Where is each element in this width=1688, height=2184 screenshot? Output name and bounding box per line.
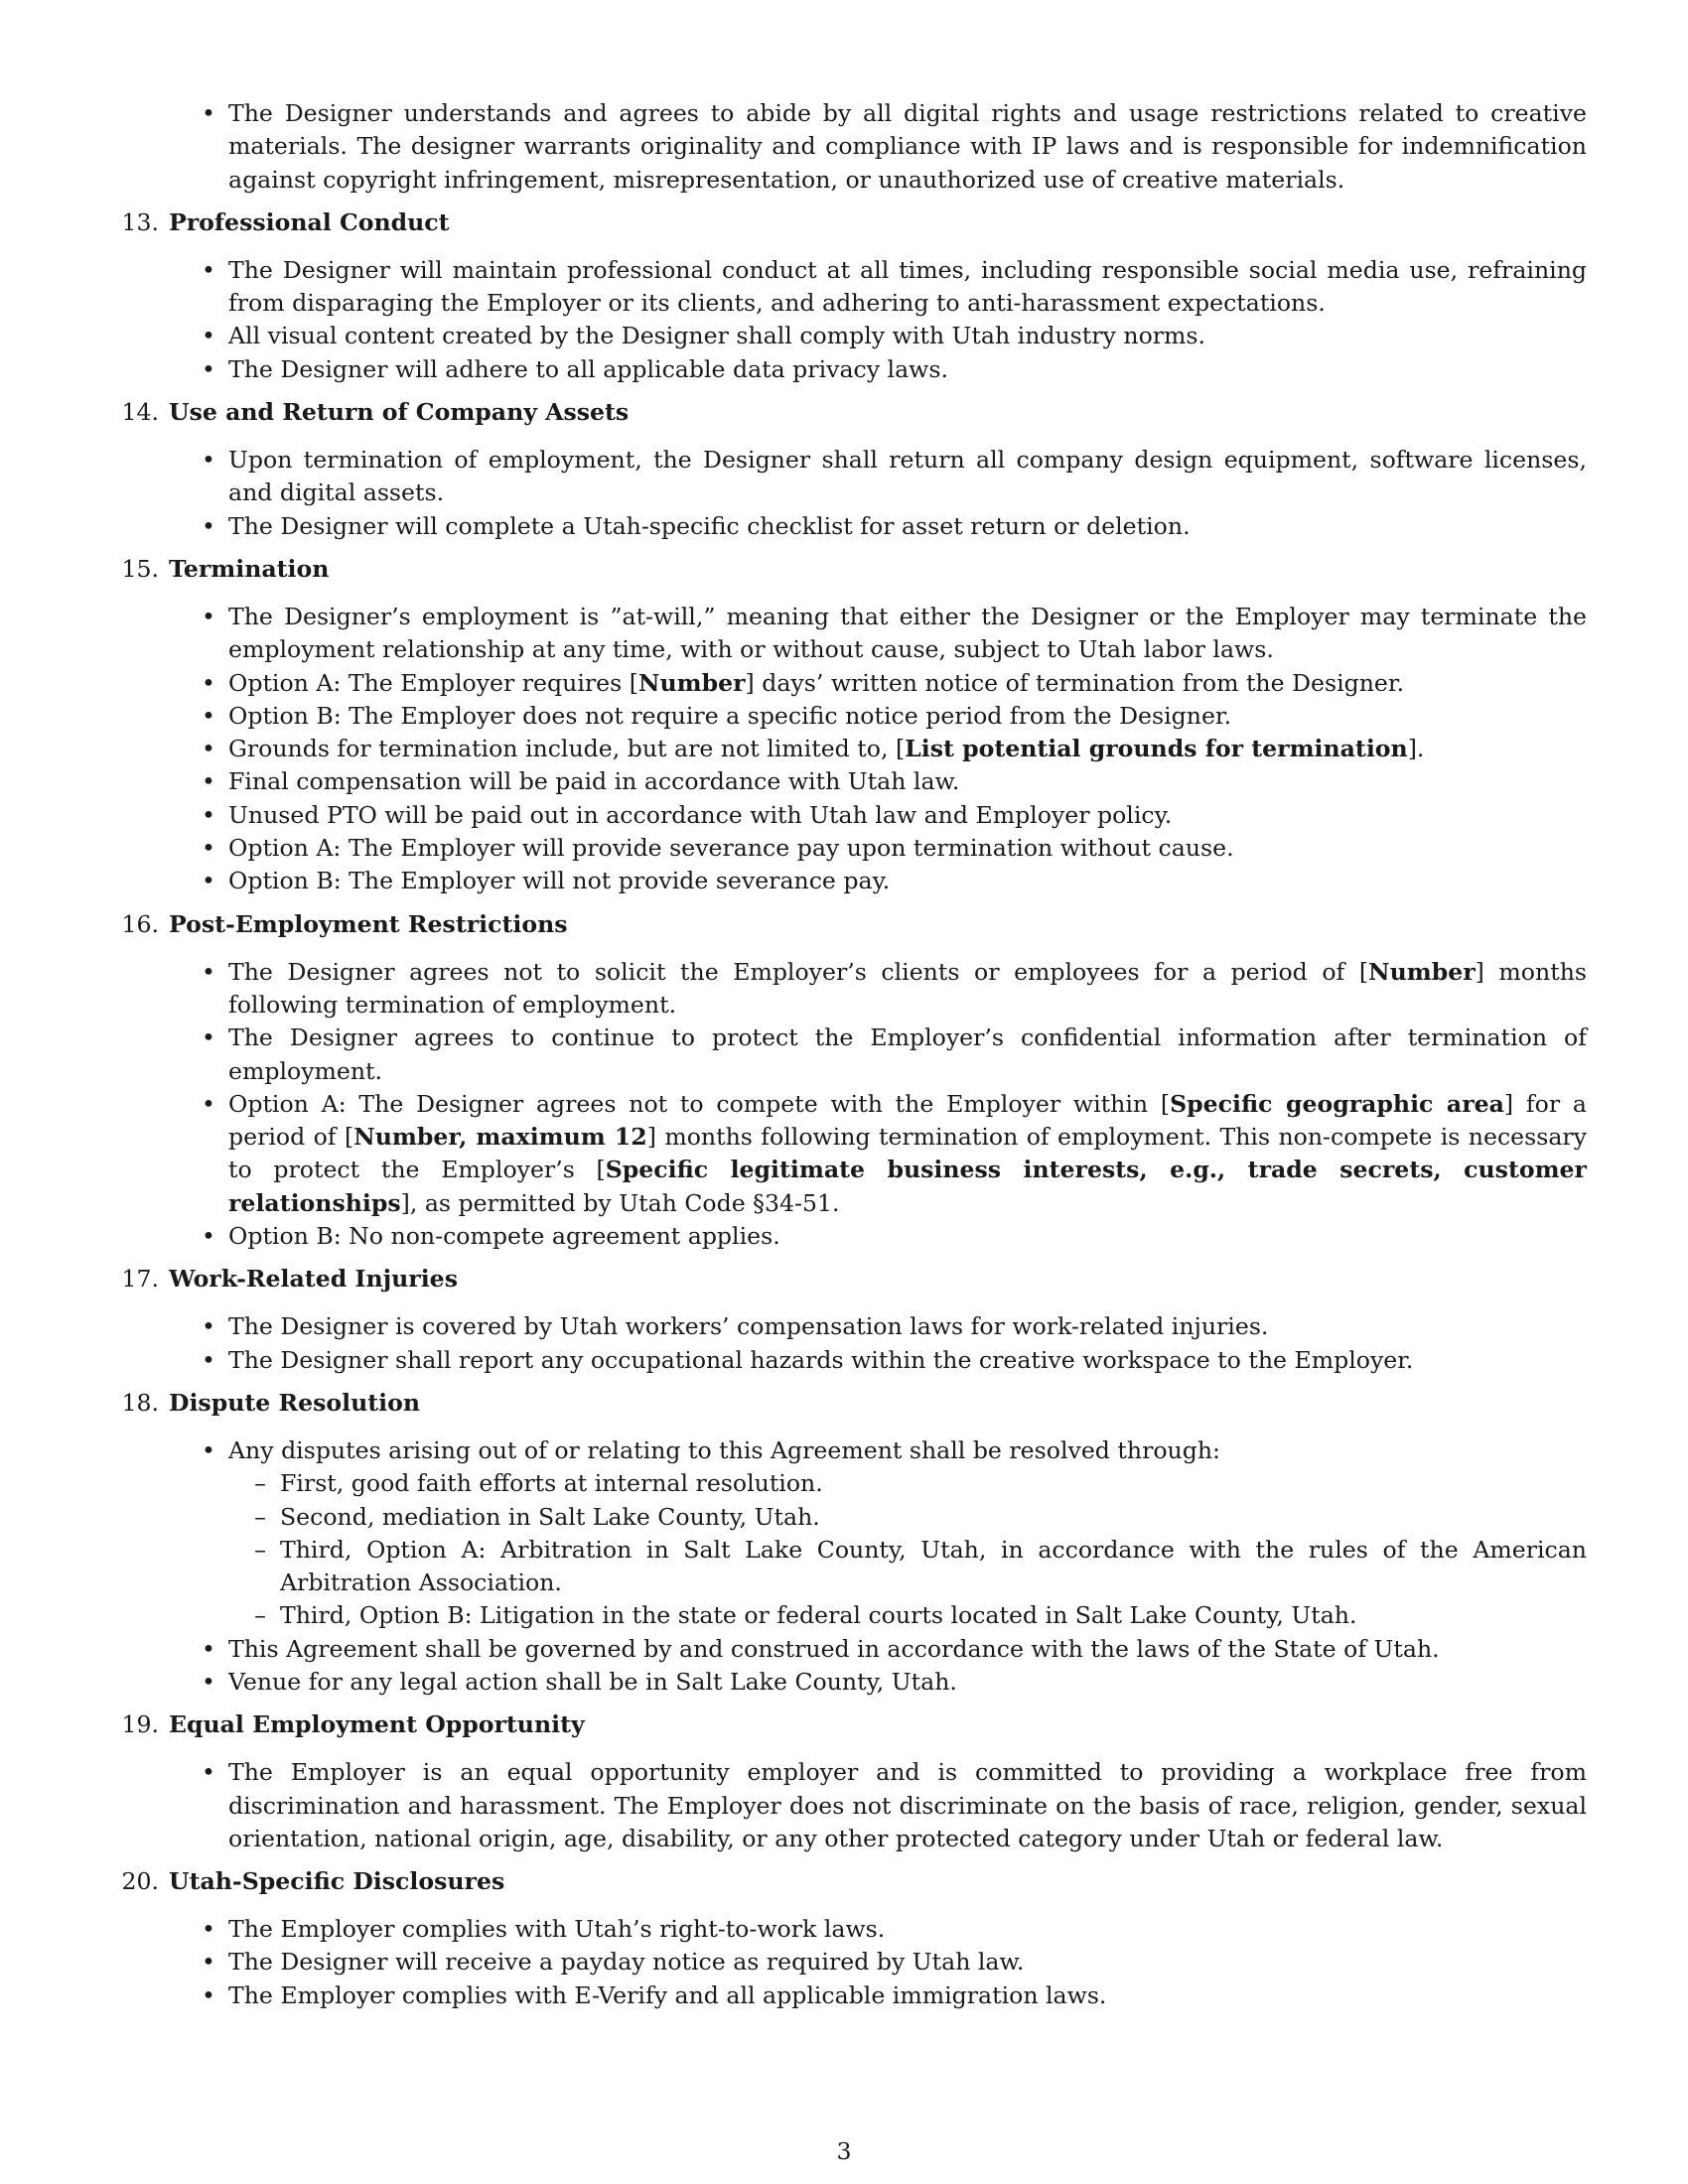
bullet-item — [117, 733, 1587, 765]
section-number: 17. — [121, 1265, 159, 1294]
section — [117, 206, 1587, 386]
sub-bullet-item — [228, 1599, 1587, 1632]
bullet-text — [228, 1758, 1587, 1852]
text-run: The Employer complies with Utah’s right-to-work laws. — [228, 1915, 886, 1944]
section-heading — [117, 206, 1587, 239]
bullet-item — [117, 1666, 1587, 1699]
bullet-item — [117, 956, 1587, 1023]
text-run: ] months following termination of employment. This non-compete is necessary to protect the Employer’s [ — [228, 1123, 1588, 1184]
bullet-icon: • — [202, 1435, 215, 1464]
bullet-item — [117, 1756, 1587, 1855]
bullet-text — [228, 256, 1587, 317]
bullet-text — [228, 1635, 1440, 1663]
bullet-text — [228, 1668, 957, 1696]
bullet-item — [117, 1946, 1587, 1979]
bullet-item — [117, 1434, 1587, 1633]
section — [117, 1387, 1587, 1699]
text-run: Option B: The Employer does not require a specific notice period from the Designer. — [228, 701, 1232, 730]
bullet-item — [117, 667, 1587, 700]
bullet-text — [228, 1346, 1413, 1374]
section-number: 20. — [121, 1867, 159, 1896]
text-run: The Employer is an equal opportunity employer and is committed to providing a workplace free from discrimination and harassment. The Employer does not discriminate on the basis of race, religion, gender, sexual orientation, national origin, age, disability, or any other protected category under Utah or federal law. — [228, 1758, 1587, 1852]
document-body — [117, 97, 1587, 2022]
section-title: Work-Related Injuries — [169, 1265, 458, 1294]
sub-bullet-text: Second, mediation in Salt Lake County, Utah. — [280, 1502, 820, 1531]
section-bullet-list — [117, 956, 1587, 1254]
bullet-item — [117, 1979, 1587, 2012]
bullet-icon: • — [202, 1024, 215, 1052]
sub-bullet-item — [228, 1534, 1587, 1600]
section — [117, 396, 1587, 543]
bullet-icon: • — [202, 511, 215, 540]
sub-bullet-text: Third, Option A: Arbitration in Salt Lake County, Utah, in accordance with the rules of the American Arbitration Association. — [280, 1535, 1587, 1597]
bullet-text — [228, 1024, 1587, 1084]
placeholder-text: Number, maximum 12 — [353, 1123, 647, 1152]
bullet-icon: • — [202, 767, 215, 796]
bullet-item — [117, 1310, 1587, 1343]
bullet-item — [117, 1022, 1587, 1088]
bullet-icon: • — [202, 602, 215, 630]
section-number: 18. — [121, 1388, 159, 1417]
bullet-icon: • — [202, 701, 215, 730]
dash-icon: – — [254, 1469, 266, 1498]
section-bullet-list — [117, 1310, 1587, 1377]
text-run: The Designer will maintain professional conduct at all times, including responsible social media use, refraining from disparaging the Employer or its clients, and adhering to anti-harassment expectations. — [228, 255, 1587, 318]
text-run: Grounds for termination include, but are not limited to, [ — [228, 735, 906, 763]
section-title: Equal Employment Opportunity — [169, 1710, 585, 1739]
text-run: The Designer agrees to continue to protect the Employer’s confidential information after termination of employment. — [228, 1024, 1587, 1085]
section-bullet-list — [117, 1434, 1587, 1699]
section-title: Utah-Specific Disclosures — [169, 1867, 505, 1896]
bullet-item — [117, 1344, 1587, 1377]
bullet-text — [228, 767, 959, 795]
section — [117, 1708, 1587, 1855]
bullet-icon: • — [202, 735, 215, 763]
bullet-item — [117, 832, 1587, 865]
section-heading — [117, 1387, 1587, 1420]
bullet-text — [228, 1222, 780, 1250]
section-heading — [117, 1708, 1587, 1741]
text-run: Option A: The Employer requires [ — [228, 668, 638, 697]
bullet-icon: • — [202, 1634, 215, 1663]
bullet-item — [117, 353, 1587, 386]
bullet-item — [117, 510, 1587, 543]
bullet-text — [228, 669, 1404, 697]
text-run: The Designer agrees not to solicit the Employer’s clients or employees for a period of [ — [228, 957, 1369, 986]
bullet-item — [117, 700, 1587, 733]
text-run: The Designer shall report any occupational hazards within the creative workspace to the Employer. — [228, 1345, 1414, 1374]
section-heading — [117, 1263, 1587, 1296]
dash-icon: – — [254, 1535, 266, 1564]
text-run: The Designer is covered by Utah workers’ compensation laws for work-related injuries. — [228, 1312, 1269, 1341]
section — [117, 1865, 1587, 2012]
bullet-icon: • — [202, 1948, 215, 1977]
text-run: This Agreement shall be governed by and construed in accordance with the laws of the State of Utah. — [228, 1634, 1440, 1663]
section — [117, 553, 1587, 898]
bullet-item — [117, 1088, 1587, 1220]
section — [117, 908, 1587, 1254]
bullet-text — [228, 834, 1234, 862]
bullet-icon: • — [202, 1312, 215, 1341]
text-run: The Designer’s employment is ”at-will,” meaning that either the Designer or the Employer may terminate the employment relationship at any time, with or without cause, subject to Utah labor laws. — [228, 602, 1587, 664]
bullet-icon: • — [202, 1222, 215, 1251]
bullet-text — [228, 958, 1587, 1019]
page-number: 3 — [836, 2137, 852, 2165]
bullet-icon: • — [202, 1345, 215, 1374]
bullet-text — [228, 355, 948, 383]
bullet-text — [228, 1436, 1220, 1464]
section-bullet-list — [117, 601, 1587, 898]
sub-bullet-item — [228, 1501, 1587, 1534]
dash-icon: – — [254, 1601, 266, 1630]
bullet-icon: • — [202, 446, 215, 475]
text-run: The Designer will complete a Utah-specific checklist for asset return or deletion. — [228, 511, 1191, 540]
bullet-icon: • — [202, 1089, 215, 1118]
text-run: Upon termination of employment, the Designer shall return all company design equipment, software licenses, and digital assets. — [228, 446, 1587, 507]
text-run: Final compensation will be paid in accordance with Utah law. — [228, 767, 960, 796]
bullet-icon: • — [202, 322, 215, 350]
text-run: The Designer will adhere to all applicable data privacy laws. — [228, 354, 948, 383]
bullet-icon: • — [202, 834, 215, 863]
bullet-item — [117, 97, 1587, 197]
section-title: Post-Employment Restrictions — [169, 909, 568, 938]
bullet-icon: • — [202, 1915, 215, 1944]
text-run: Venue for any legal action shall be in Salt Lake County, Utah. — [228, 1667, 957, 1696]
bullet-item — [117, 254, 1587, 321]
section-title: Professional Conduct — [169, 207, 450, 236]
bullet-text — [228, 1915, 885, 1943]
placeholder-text: Number — [637, 668, 746, 697]
bullet-icon: • — [202, 255, 215, 284]
placeholder-text: Number — [1368, 957, 1476, 986]
bullet-text — [228, 446, 1587, 506]
sub-bullet-text: First, good faith efforts at internal resolution. — [280, 1469, 823, 1498]
text-run: The Employer complies with E-Verify and all applicable immigration laws. — [228, 1980, 1107, 2009]
section-bullet-list — [117, 1913, 1587, 2012]
bullet-icon: • — [202, 1758, 215, 1787]
placeholder-text: Specific legitimate business interests, e.g., trade secrets, customer relationships — [228, 1156, 1587, 1217]
text-run: Unused PTO will be paid out in accordance with Utah law and Employer policy. — [228, 800, 1173, 829]
section-number: 14. — [121, 398, 159, 427]
section — [117, 1263, 1587, 1377]
section-title: Use and Return of Company Assets — [169, 398, 630, 427]
section-title: Termination — [169, 554, 330, 583]
text-run: Option B: No non-compete agreement applies. — [228, 1222, 780, 1251]
bullet-icon: • — [202, 867, 215, 895]
bullet-icon: • — [202, 800, 215, 829]
section-number: 15. — [121, 554, 159, 583]
placeholder-text: Specific geographic area — [1170, 1089, 1504, 1118]
dash-icon: – — [254, 1502, 266, 1531]
intro-bullet-list — [117, 97, 1587, 197]
sub-bullet-text: Third, Option B: Litigation in the state or federal courts located in Salt Lake County, Utah. — [280, 1601, 1357, 1630]
bullet-text — [228, 1312, 1268, 1340]
bullet-icon: • — [202, 957, 215, 986]
section-heading — [117, 1865, 1587, 1898]
bullet-text — [228, 1948, 1024, 1976]
bullet-text — [228, 702, 1231, 730]
section-number: 13. — [121, 207, 159, 236]
section-title: Dispute Resolution — [169, 1388, 420, 1417]
text-run: Option A: The Designer agrees not to compete with the Employer within [ — [228, 1089, 1171, 1118]
text-run: ] months following termination of employment. — [228, 957, 1587, 1019]
bullet-item — [117, 601, 1587, 667]
bullet-text — [228, 1981, 1106, 2009]
bullet-item — [117, 1913, 1587, 1946]
bullet-item — [117, 1633, 1587, 1666]
section-bullet-list — [117, 1756, 1587, 1855]
bullet-text — [228, 322, 1205, 349]
bullet-item — [117, 765, 1587, 798]
bullet-text — [228, 99, 1587, 194]
bullet-text — [228, 512, 1191, 540]
section-list — [117, 206, 1587, 2012]
text-run: All visual content created by the Designer shall comply with Utah industry norms. — [228, 322, 1206, 350]
section-number: 16. — [121, 909, 159, 938]
bullet-item — [117, 799, 1587, 832]
bullet-icon: • — [202, 1667, 215, 1696]
placeholder-text: List potential grounds for termination — [905, 735, 1408, 763]
bullet-text — [228, 603, 1587, 663]
bullet-icon: • — [202, 1980, 215, 2009]
section-bullet-list — [117, 254, 1587, 386]
text-run: The Designer understands and agrees to abide by all digital rights and usage restrictions related to creative materials. The designer warrants originality and compliance with IP laws and is responsible for indemnification against copyright infringement, misrepresentation, or unauthorized use of creative materials. — [228, 99, 1587, 194]
sub-bullet-list — [228, 1467, 1587, 1632]
text-run: Option A: The Employer will provide severance pay upon termination without cause. — [228, 834, 1234, 863]
bullet-text — [228, 735, 1424, 762]
text-run: ] for a period of [ — [228, 1089, 1587, 1152]
bullet-icon: • — [202, 354, 215, 383]
section-heading — [117, 396, 1587, 429]
bullet-text — [228, 867, 890, 894]
text-run: ], as permitted by Utah Code §34-51. — [400, 1188, 840, 1217]
bullet-text — [228, 1090, 1587, 1217]
bullet-item — [117, 1220, 1587, 1253]
text-run: Option B: The Employer will not provide severance pay. — [228, 867, 891, 895]
text-run: The Designer will receive a payday notice as required by Utah law. — [228, 1948, 1025, 1977]
text-run: Any disputes arising out of or relating to this Agreement shall be resolved through: — [228, 1435, 1220, 1464]
bullet-icon: • — [202, 99, 215, 127]
section-heading — [117, 908, 1587, 941]
section-heading — [117, 553, 1587, 586]
bullet-icon: • — [202, 668, 215, 697]
text-run: ] days’ written notice of termination from the Designer. — [745, 668, 1405, 697]
bullet-item — [117, 444, 1587, 510]
bullet-item — [117, 865, 1587, 897]
bullet-item — [117, 320, 1587, 352]
bullet-text — [228, 801, 1172, 829]
section-bullet-list — [117, 444, 1587, 543]
text-run: ]. — [1407, 735, 1425, 763]
sub-bullet-item — [228, 1467, 1587, 1500]
section-number: 19. — [121, 1710, 159, 1739]
